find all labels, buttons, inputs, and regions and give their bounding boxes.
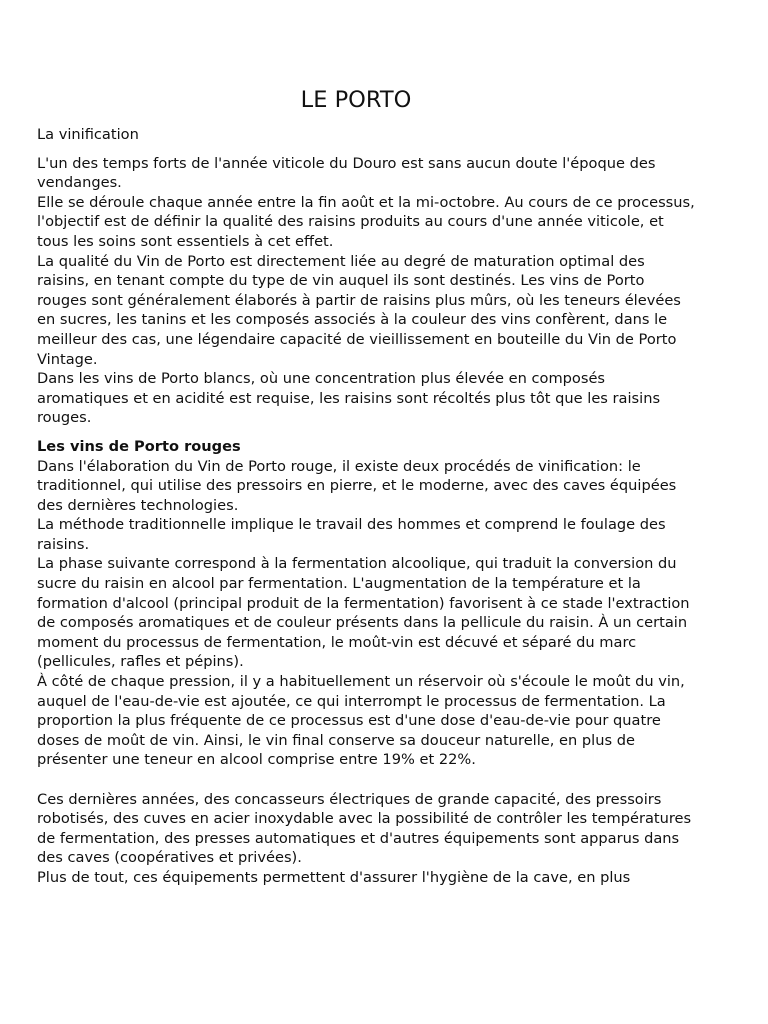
closing-paragraph: Ces dernières années, des concasseurs électriques de grande capacité, des pressoirs robotisés, des cuves en acier inoxydable avec la possibilité de contrôler les températures de fermentation, des presses automatiques et d'autres équipements sont apparus dans des caves (coopératives et privées). bbox=[37, 790, 692, 867]
intro-paragraph: Dans les vins de Porto blancs, où une concentration plus élevée en composés aromatiques et en acidité est requise, les raisins sont récoltés plus tôt que les raisins rouges. bbox=[37, 370, 661, 427]
closing-paragraph: Plus de tout, ces équipements permettent d'assurer l'hygiène de la cave, en plus bbox=[37, 868, 631, 886]
section-paragraph: La phase suivante correspond à la fermentation alcoolique, qui traduit la conversion du sucre du raisin en alcool par fermentation. L'augmentation de la température et la formation d'alcool (principal produit de la fermentation) favorisent à ce stade l'extraction de composés aromatiques et de couleur présents dans la pellicule du raisin. À un certain moment du processus de fermentation, le moût-vin est décuvé et séparé du marc (pellicules, rafles et pépins). bbox=[37, 555, 690, 671]
section-heading: Les vins de Porto rouges bbox=[37, 437, 241, 455]
intro-paragraph: La qualité du Vin de Porto est directement liée au degré de maturation optimal des raisins, en tenant compte du type de vin auquel ils sont destinés. Les vins de Porto rouges sont généralement élaborés à partir de raisins plus mûrs, où les teneurs élevées en sucres, les tanins et les composés associés à la couleur des vins confèrent, dans le meilleur des cas, une légendaire capacité de vieillissement en bouteille du Vin de Porto Vintage. bbox=[37, 252, 681, 368]
intro-paragraph: Elle se déroule chaque année entre la fin août et la mi-octobre. Au cours de ce processus, l'objectif est de définir la qualité des raisins produits au cours d'une année viticole, et tous les soins sont essentiels à cet effet. bbox=[37, 193, 695, 250]
document-title: LE PORTO bbox=[300, 87, 412, 113]
document-subtitle: La vinification bbox=[37, 126, 139, 143]
section-paragraph: Dans l'élaboration du Vin de Porto rouge, il existe deux procédés de vinification: le traditionnel, qui utilise des pressoirs en pierre, et le moderne, avec des caves équipées des dernières technologies. bbox=[37, 457, 677, 514]
section-paragraph: À côté de chaque pression, il y a habituellement un réservoir où s'écoule le moût du vin, auquel de l'eau-de-vie est ajoutée, ce qui interrompt le processus de fermentation. La proportion la plus fréquente de ce processus est d'une dose d'eau-de-vie pour quatre doses de moût de vin. Ainsi, le vin final conserve sa douceur naturelle, en plus de présenter une teneur en alcool comprise entre 19% et 22%. bbox=[37, 673, 685, 769]
blank-line bbox=[37, 770, 697, 790]
intro-paragraph: L'un des temps forts de l'année viticole du Douro est sans aucun doute l'époque des vendanges. bbox=[37, 154, 656, 192]
intro-block bbox=[37, 154, 697, 428]
document-page bbox=[37, 86, 697, 888]
red-port-section bbox=[37, 437, 697, 888]
section-paragraph: La méthode traditionnelle implique le travail des hommes et comprend le foulage des raisins. bbox=[37, 516, 666, 553]
